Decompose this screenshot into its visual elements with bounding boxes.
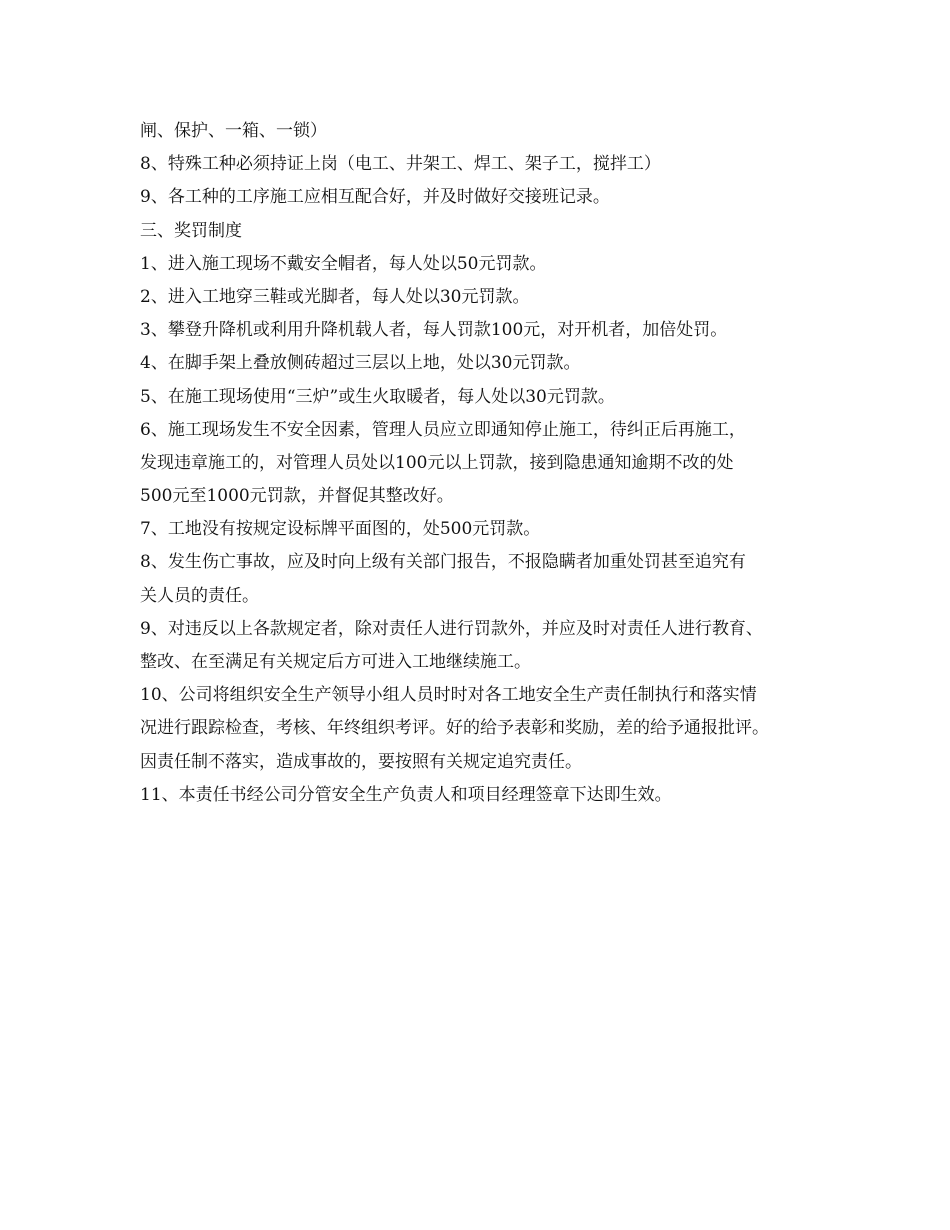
text-line: 9、各工种的工序施工应相互配合好，并及时做好交接班记录。: [140, 187, 610, 208]
text-line: 500元至1000元罚款，并督促其整改好。: [140, 486, 454, 507]
text-line: 闸、保护、一箱、一锁）: [140, 121, 327, 141]
text-line: 因责任制不落实，造成事故的，要按照有关规定追究责任。: [140, 751, 582, 772]
text-line: 发现违章施工的，对管理人员处以100元以上罚款，接到隐患通知逾期不改的处: [140, 452, 734, 473]
text-line: 11、本责任书经公司分管安全生产负责人和项目经理签章下达即生效。: [140, 784, 672, 805]
section-heading: 三、奖罚制度: [140, 220, 242, 241]
text-line: 3、攀登升降机或利用升降机载人者，每人罚款100元，对开机者，加倍处罚。: [140, 320, 728, 341]
text-line: 5、在施工现场使用“三炉”或生火取暖者，每人处以30元罚款。: [140, 386, 615, 407]
text-line: 8、发生伤亡事故，应及时向上级有关部门报告，不报隐瞒者加重处罚甚至追究有: [140, 552, 746, 573]
text-line: 1、进入施工现场不戴安全帽者，每人处以50元罚款。: [140, 253, 547, 274]
text-line: 7、工地没有按规定设标牌平面图的，处500元罚款。: [140, 519, 541, 540]
text-line: 8、特殊工种必须持证上岗（电工、井架工、焊工、架子工，搅拌工）: [140, 154, 661, 175]
text-line: 况进行跟踪检查，考核、年终组织考评。好的给予表彰和奖励，差的给予通报批评。: [140, 718, 769, 739]
text-line: 6、施工现场发生不安全因素，管理人员应立即通知停止施工，待纠正后再施工，: [140, 419, 746, 440]
text-line: 4、在脚手架上叠放侧砖超过三层以上地，处以30元罚款。: [140, 353, 581, 374]
text-line: 2、进入工地穿三鞋或光脚者，每人处以30元罚款。: [140, 286, 530, 307]
text-line: 整改、在至满足有关规定后方可进入工地继续施工。: [140, 652, 531, 672]
document-body: [140, 115, 840, 812]
text-line: 关人员的责任。: [140, 585, 259, 606]
text-line: 10、公司将组织安全生产领导小组人员时时对各工地安全生产责任制执行和落实情: [140, 685, 757, 706]
text-line: 9、对违反以上各款规定者，除对责任人进行罚款外，并应及时对责任人进行教育、: [140, 618, 763, 639]
